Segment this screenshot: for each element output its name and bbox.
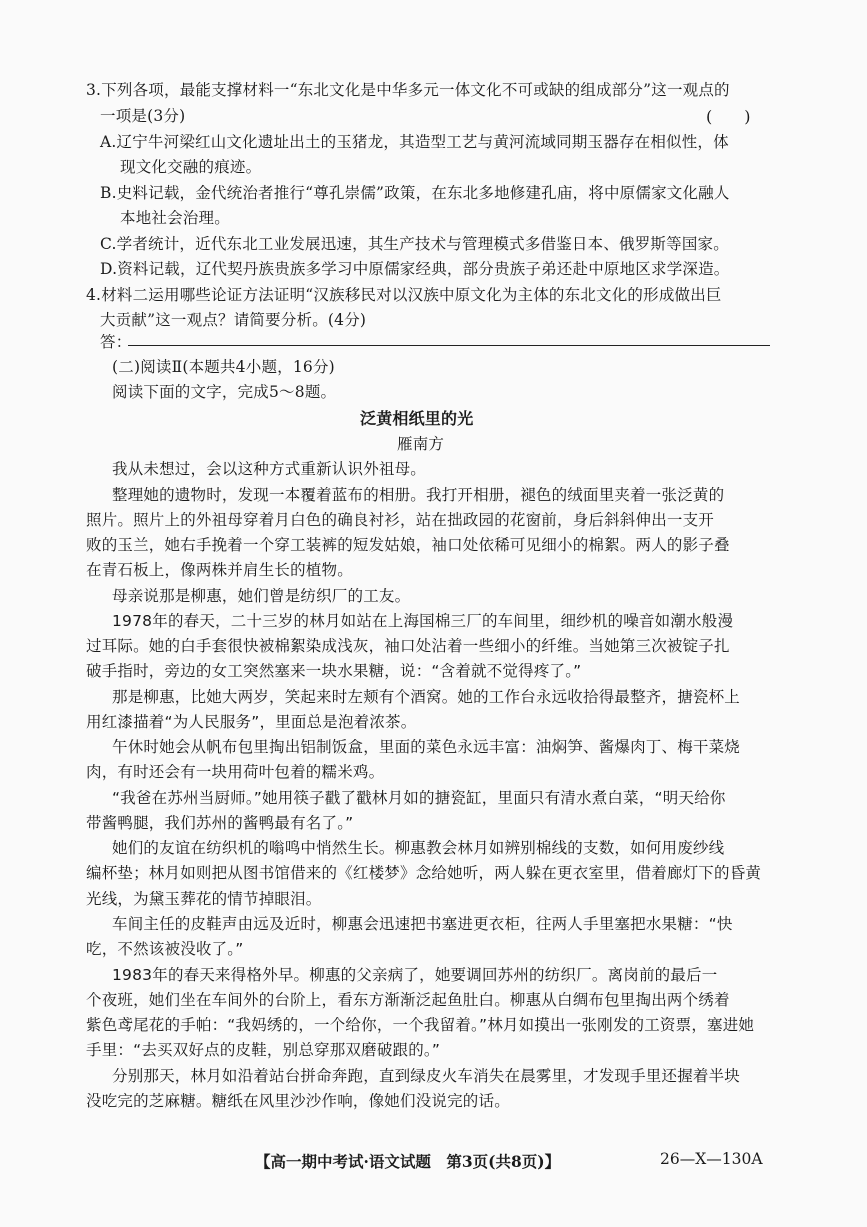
article-line: 照片。照片上的外祖母穿着月白色的确良衬衫，站在拙政园的花窗前，身后斜斜伸出一支开 [86,511,715,529]
article-line: 破手指时，旁边的女工突然塞来一块水果糖，说：“含着就不觉得疼了。” [86,662,582,680]
q4-stem-line-1: 4.材料二运用哪些论证方法证明“汉族移民对以汉族中原文化为主体的东北文化的形成做出巨 [86,286,722,304]
q4-answer-line [128,345,770,346]
q3-stem-line-1: 3.下列各项，最能支撑材料一“东北文化是中华多元一体文化不可或缺的组成部分”这一观点的 [86,81,730,99]
q3-option-a-line-1: A.辽宁牛河梁红山文化遗址出土的玉猪龙，其造型工艺与黄河流域同期玉器存在相似性，体 [100,133,729,151]
article-line: 编杯垫；林月如则把从图书馆借来的《红楼梦》念给她听，两人躲在更衣室里，借着廊灯下的昏黄 [86,864,762,882]
article-author: 雁南方 [397,435,445,453]
q3-option-b-line-2: 本地社会治理。 [120,209,230,227]
article-line: 1983年的春天来得格外早。柳惠的父亲病了，她要调回苏州的纺织厂。离岗前的最后一 [112,966,718,984]
q3-answer-bracket: ( ) [706,107,751,126]
article-line: 我从未想过，会以这种方式重新认识外祖母。 [112,460,427,478]
q3-option-d: D.资料记载，辽代契丹族贵族多学习中原儒家经典，部分贵族子弟还赴中原地区求学深造。 [100,260,730,278]
q3-option-b-line-1: B.史料记载，金代统治者推行“尊孔崇儒”政策，在东北多地修建孔庙，将中原儒家文化融人 [100,184,730,202]
article-line: 那是柳惠，比她大两岁，笑起来时左颊有个酒窝。她的工作台永远收拾得最整齐，搪瓷杯上 [112,688,741,706]
q4-stem-line-2: 大贡献”这一观点？请简要分析。(4分) [100,311,367,329]
article-line: 手里：“去买双好点的皮鞋，别总穿那双磨破跟的。” [86,1041,441,1059]
article-line: 在青石板上，像两株并肩生长的植物。 [86,561,353,579]
footer-code: 26—X—130A [660,1150,763,1168]
article-line: 分别那天，林月如沿着站台拼命奔跑，直到绿皮火车消失在晨雾里，才发现手里还握着半块 [112,1067,741,1085]
article-line: 光线，为黛玉葬花的情节掉眼泪。 [86,890,322,908]
q3-stem-line-2: 一项是(3分) [100,107,186,125]
article-line: 败的玉兰，她右手挽着一个穿工装裤的短发姑娘，袖口处依稀可见细小的棉絮。两人的影子叠 [86,536,730,554]
article-line: 紫色鸢尾花的手帕：“我妈绣的，一个给你，一个我留着。”林月如摸出一张刚发的工资票，塞进她 [86,1016,755,1034]
article-line: 她们的友谊在纺织机的嗡鸣中悄然生长。柳惠教会林月如辨别棉线的支数，如何用废纱线 [112,839,725,857]
article-title: 泛黄相纸里的光 [360,409,474,428]
article-line: 母亲说那是柳惠，她们曾是纺织厂的工友。 [112,587,411,605]
q3-option-c: C.学者统计，近代东北工业发展迅速，其生产技术与管理模式多借鉴日本、俄罗斯等国家。 [100,235,729,253]
article-line: “我爸在苏州当厨师。”她用筷子戳了戳林月如的搪瓷缸，里面只有清水煮白菜，“明天给你 [112,789,726,807]
article-line: 整理她的遗物时，发现一本覆着蓝布的相册。我打开相册，褪色的绒面里夹着一张泛黄的 [112,486,725,504]
article-line: 车间主任的皮鞋声由远及近时，柳惠会迅速把书塞进更衣柜，往两人手里塞把水果糖：“快 [112,915,733,933]
article-line: 过耳际。她的白手套很快被棉絮染成浅灰，袖口处沾着一些细小的纤维。当她第三次被锭子扎 [86,637,730,655]
article-line: 没吃完的芝麻糖。糖纸在风里沙沙作响，像她们没说完的话。 [86,1092,510,1110]
q3-option-a-line-2: 现文化交融的痕迹。 [120,158,262,176]
article-line: 午休时她会从帆布包里掏出铝制饭盒，里面的菜色永远丰富：油焖笋、酱爆肉丁、梅干菜烧 [112,738,741,756]
article-line: 带酱鸭腿，我们苏州的酱鸭最有名了。” [86,814,354,832]
q4-answer-label: 答： [100,333,132,351]
section-heading: (二)阅读Ⅱ(本题共4小题，16分) [112,358,335,376]
section-instruction: 阅读下面的文字，完成5～8题。 [112,383,337,401]
article-line: 1978年的春天，二十三岁的林月如站在上海国棉三厂的车间里，细纱机的噪音如潮水般漫 [112,612,734,630]
footer-title: 【高一期中考试·语文试题 第3页(共8页)】 [255,1152,561,1171]
article-line: 用红漆描着“为人民服务”，里面总是泡着浓茶。 [86,713,417,731]
article-line: 吃，不然该被没收了。” [86,940,244,958]
article-line: 肉，有时还会有一块用荷叶包着的糯米鸡。 [86,763,385,781]
article-line: 个夜班，她们坐在车间外的台阶上，看东方渐渐泛起鱼肚白。柳惠从白绸布包里掏出两个绣着 [86,991,730,1009]
